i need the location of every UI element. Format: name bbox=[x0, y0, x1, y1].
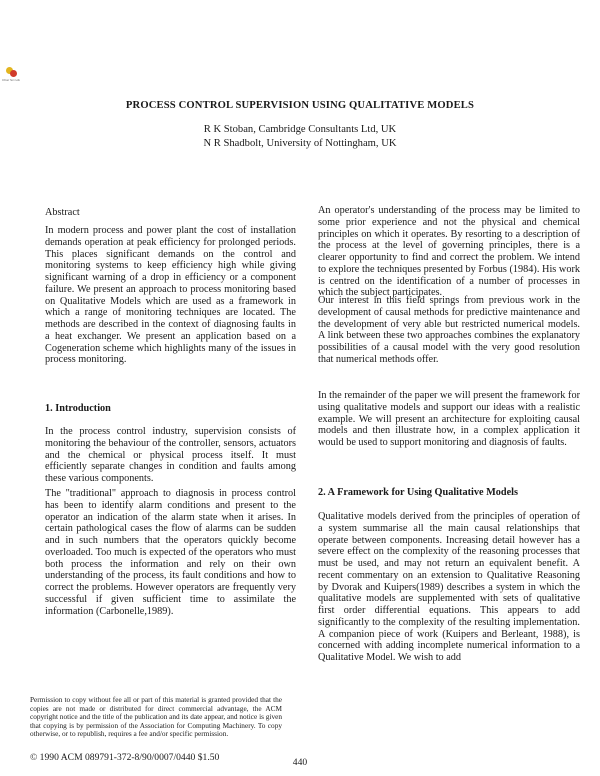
publisher-logo bbox=[2, 66, 20, 82]
author-line-1: R K Stoban, Cambridge Consultants Ltd, UK bbox=[203, 124, 397, 135]
section-2-paragraph-1: Qualitative models derived from the principles of operation of a system summarise all the main causal relationships that operate between components. Increasing detail however has a severe effect on the complexity of the reasoning processes that must be used, and may not return an equivalent benefit. A recent commentary on an extension to Qualitative Reasoning by Dvorak and Kuipers(1989) describes a system in which the qualitative models are supplemented with sets of qualitative first order differential equations. This appears to add significantly to the complexity of the resulting implementation. A companion piece of work (Kuipers and Berleant, 1988), is concerned with adding incomplete numerical information to a Qualitative Model. We wish to add bbox=[318, 511, 580, 663]
abstract-heading: Abstract bbox=[45, 207, 80, 218]
right-paragraph-2: Our interest in this field springs from previous work in the development of causal methods for predictive maintenance and the development of very able but restricted numerical models. A link between these two approaches combines the explanatory possibilities of a causal model with the very good resolution that numerical methods offer. bbox=[318, 295, 580, 365]
intro-paragraph-2: The "traditional" approach to diagnosis in process control has been to identify alarm conditions and present to the operator an indication of the alarm state when it arises. In certain pathological cases the flow of alarms can be sudden and in such numbers that the operators quickly become overloaded. Too much is expected of the operators who must both process the information and rely on their own understanding of the process, its fault conditions and how to correct the problems. However operators are frequently very successful if given sufficient time to assimilate the information (Carbonelle,1989). bbox=[45, 488, 296, 617]
right-paragraph-3: In the remainder of the paper we will present the framework for using qualitative models and support our ideas with a realistic example. We will present an architecture for exploiting causal models and then illustrate how, in a complex application it would be used to support monitoring and diagnosis of faults. bbox=[318, 390, 580, 448]
intro-heading: 1. Introduction bbox=[45, 403, 111, 414]
permission-footnote: Permission to copy without fee all or part of this material is granted provided that the copies are not made or distributed for direct commercial advantage, the ACM copyright notice and the title of the publication and its date appear, and notice is given that copying is by permission of the Association for Computing Machinery. To copy otherwise, or to republish, requires a fee and/or specific permission. bbox=[30, 695, 282, 739]
intro-paragraph-1: In the process control industry, supervision consists of monitoring the behaviour of the controller, sensors, actuators and the chemical or physical process itself. It must efficiently separate changes in condition and faults among these various components. bbox=[45, 426, 296, 484]
section-2-heading: 2. A Framework for Using Qualitative Models bbox=[318, 487, 518, 498]
publisher-logo-icon bbox=[4, 66, 18, 78]
paper-title: PROCESS CONTROL SUPERVISION USING QUALITATIVE MODELS bbox=[125, 100, 475, 111]
author-line-2: N R Shadbolt, University of Nottingham, UK bbox=[203, 138, 397, 149]
abstract-text: In modern process and power plant the cost of installation demands operation at peak efficiency for prolonged periods. This places significant demands on the control and monitoring systems to keep efficiency high while giving significant warning of a drop in efficiency or a component failure. We present an approach to process monitoring based on Qualitative Models which are used as a framework in which a range of monitoring techniques are located. The methods are described in the context of diagnosing faults in a heat exchanger. We present an application based on a Cogeneration scheme which highlights many of the issues in process monitoring. bbox=[45, 225, 296, 366]
copyright-line: © 1990 ACM 089791-372-8/90/0007/0440 $1.50 bbox=[30, 752, 220, 763]
logo-caption: Char Sci Lib bbox=[2, 78, 20, 82]
page-number: 440 bbox=[292, 757, 308, 768]
right-paragraph-1: An operator's understanding of the process may be limited to some prior experience and not the physical and chemical principles on which it operates. By resorting to a description of the process at the level of governing principles, there is a clearer opportunity to find and correct the problem. We intend to explore the techniques presented by Forbus (1984). His work is centred on the identification of a number of processes in which the subject participates. bbox=[318, 205, 580, 299]
